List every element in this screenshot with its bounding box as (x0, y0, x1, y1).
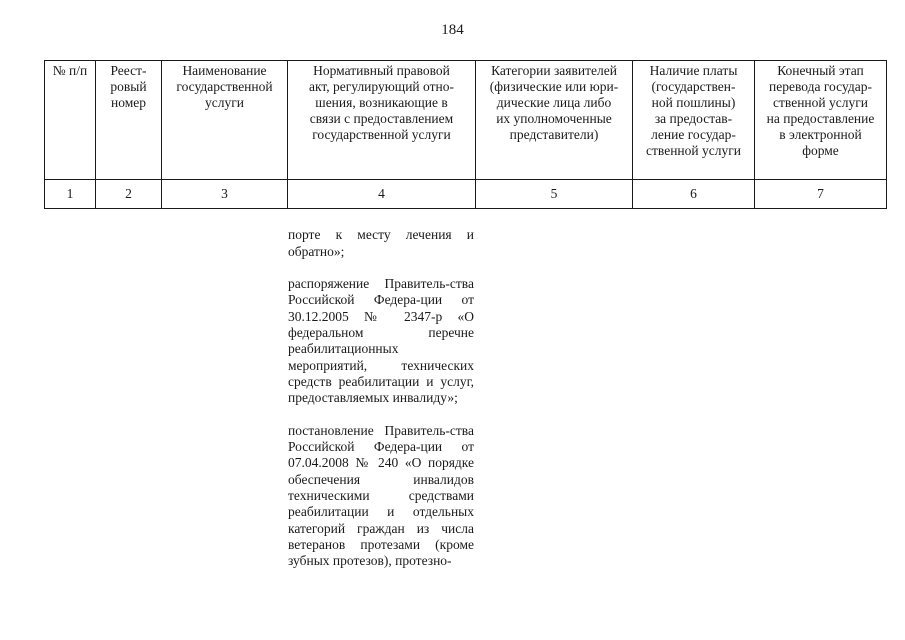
column-number: 1 (45, 180, 96, 209)
header-cell-service-name: Наименование государственной услуги (162, 61, 288, 180)
column-number: 4 (288, 180, 476, 209)
header-cell-number: № п/п (45, 61, 96, 180)
continuation-paragraph: постановление Правитель-ства Российской Федера-ции от 07.04.2008 № 240 «О порядке обеспечения инвалидов техническими средствами реабилитации и отдельных категорий граждан из числа ветеранов протезами (кроме зубных протезов), протезно- (288, 422, 474, 569)
column-number: 2 (96, 180, 162, 209)
header-cell-fee: Наличие платы (государствен- ной пошлины) за предостав- ление государ- ственной услуги (633, 61, 755, 180)
continuation-paragraph: распоряжение Правитель-ства Российской Федера-ции от 30.12.2005 № 2347-р «О федеральном перечне реабилитационных мероприятий, технических средств реабилитации и услуг, предоставляемых инвалиду»; (288, 276, 474, 406)
column-number: 5 (476, 180, 633, 209)
column-number: 7 (755, 180, 887, 209)
column-number: 6 (633, 180, 755, 209)
header-cell-registry: Реест- ровый номер (96, 61, 162, 180)
services-table (44, 60, 887, 209)
header-row (45, 61, 887, 180)
column-number: 3 (162, 180, 288, 209)
header-cell-legal-act: Нормативный правовой акт, регулирующий отно- шения, возникающие в связи с предоставлением государственной услуги (288, 61, 476, 180)
legal-act-continuation (288, 211, 474, 586)
header-cell-applicants: Категории заявителей (физические или юри- дические лица либо их уполномоченные представители) (476, 61, 633, 180)
header-cell-final-stage: Конечный этап перевода государ- ственной услуги на предоставление в электронной форме (755, 61, 887, 180)
page-number: 184 (441, 22, 464, 38)
column-number-row (45, 180, 887, 209)
continuation-paragraph: порте к месту лечения и обратно»; (288, 227, 474, 259)
